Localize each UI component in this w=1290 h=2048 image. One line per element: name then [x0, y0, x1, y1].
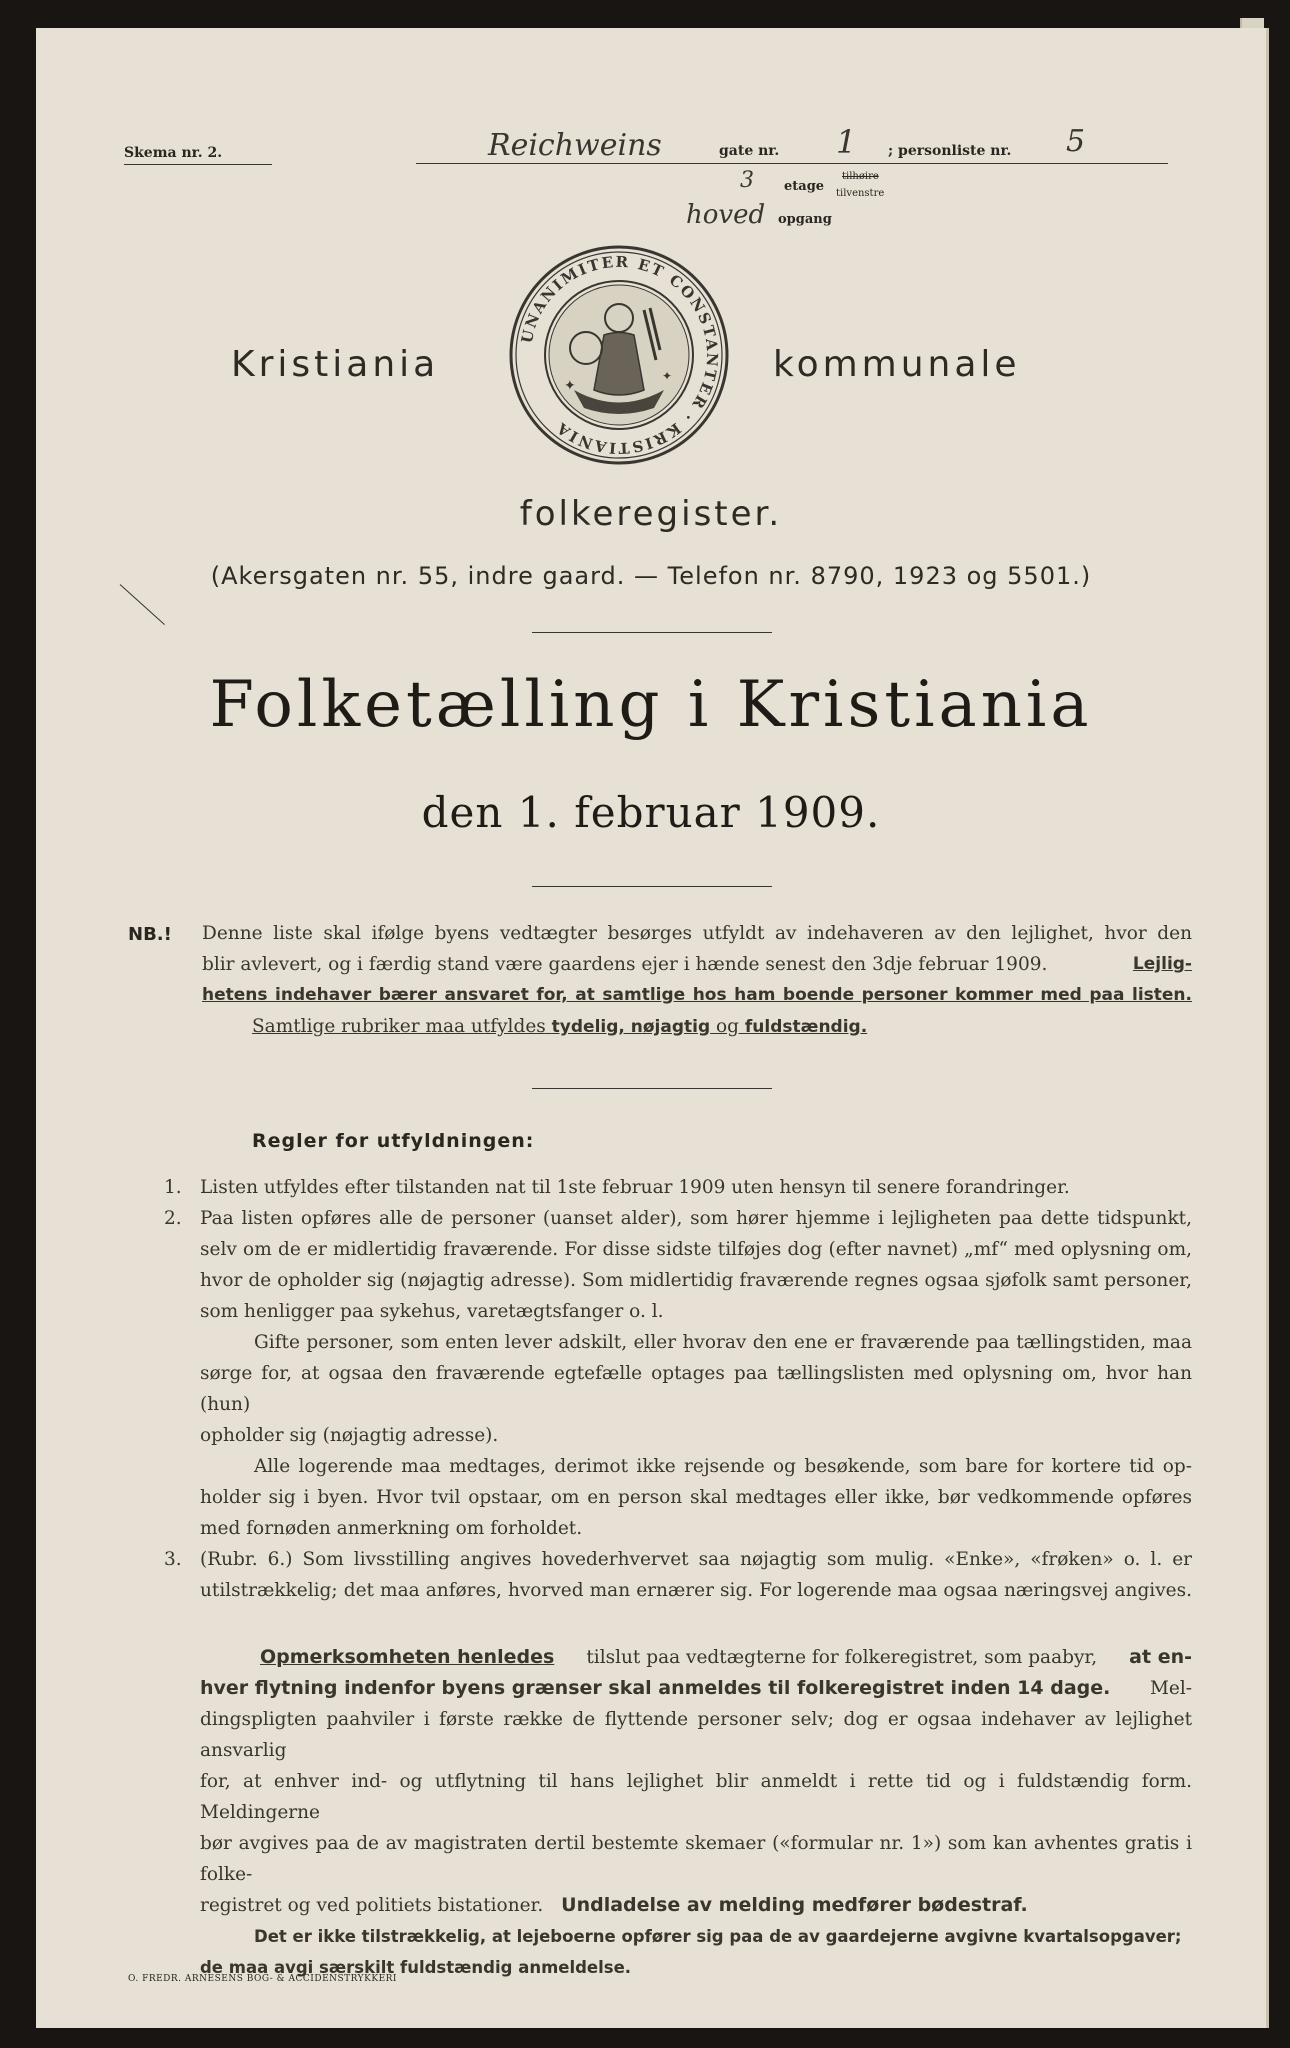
rule-2-line-10: med fornøden anmerkning om forholdet.: [200, 1518, 583, 1539]
opgang-value: hoved: [686, 200, 766, 230]
nb-line-2b: Lejlig-: [1132, 954, 1192, 974]
date-title: den 1. februar 1909.: [421, 788, 881, 837]
notice-line-6a: registret og ved politiets bistationer.: [200, 1895, 544, 1916]
notice-line-2: [200, 1673, 1192, 1704]
gate-label: gate nr.: [719, 143, 780, 159]
notice-line-2a: hver flytning indenfor byens grænser skal anmeldes til folkeregistret inden 14 dage.: [200, 1677, 1111, 1699]
notice-line-3: dingspligten paahviler i første række de flyttende personer selv; dog er ogsaa indehaver av lejlighet ansvarlig: [200, 1709, 1192, 1761]
nb-line-4b: tydelig, nøjagtig: [551, 1017, 711, 1037]
main-title: Folketælling i Kristiania: [209, 668, 1093, 742]
notice-line-1c: at en-: [1129, 1646, 1192, 1668]
notice-line-2b: Mel-: [1149, 1678, 1192, 1699]
divider-3: [532, 1088, 772, 1089]
rule-2-line-5: Gifte personer, som enten lever adskilt, eller hvorav den ene er fraværende paa tællingstiden, maa: [254, 1332, 1192, 1353]
notice-line-5: bør avgives paa de av magistraten dertil bestemte skemaer («formular nr. 1») som kan avhentes gratis i folke-: [200, 1833, 1192, 1885]
rule-2-line-1: Paa listen opføres alle de personer (uanset alder), som hører hjemme i lejligheten paa dette tidspunkt,: [200, 1208, 1192, 1229]
notice-line-4: for, at enhver ind- og utflytning til hans lejlighet blir anmeldt i rette tid og i fuldstændig form. Meldingerne: [200, 1771, 1192, 1823]
notice-line-1b: tilslut paa vedtægterne for folkeregistret, som paabyr,: [586, 1647, 1098, 1668]
rule-2-number: 2.: [164, 1208, 182, 1229]
nb-line-3: hetens indehaver bærer ansvaret for, at samtlige hos ham boende personer kommer med paa listen.: [202, 985, 1192, 1005]
rule-1-text: Listen utfyldes efter tilstanden nat til 1ste februar 1909 uten hensyn til senere forandringer.: [200, 1177, 1070, 1198]
census-form-page: [36, 28, 1269, 2028]
personliste-label: ; personliste nr.: [888, 143, 1012, 159]
rule-3-line-2: utilstrækkelig; det maa anføres, hvorved man ernærer sig. For logerende maa ogsaa næringsvej angives.: [200, 1580, 1192, 1601]
rules-heading: Regler for utfyldningen:: [252, 1130, 535, 1152]
skema-underline: [124, 164, 272, 165]
rule-3-number: 3.: [164, 1549, 182, 1570]
notice-line-1a: Opmerksomheten henledes: [260, 1646, 555, 1668]
rule-1-number: 1.: [164, 1177, 182, 1198]
nb-label: NB.!: [128, 924, 172, 945]
nb-line-4d: fuldstændig.: [744, 1017, 868, 1037]
institution-right: kommunale: [773, 344, 1021, 385]
etage-number: 3: [740, 168, 754, 193]
register-title: folkeregister.: [519, 494, 783, 534]
rule-1: [128, 1172, 1192, 1203]
header-underline: [416, 163, 1168, 164]
svg-text:✦: ✦: [662, 369, 673, 383]
notice-line-1: [200, 1642, 1192, 1673]
gate-number: 1: [836, 123, 857, 161]
rule-2: [128, 1203, 1192, 1544]
notice-line-7: Det er ikke tilstrækkelig, at lejeboerne opfører sig paa de av gaardejerne avgivne kvartalsopgaver;: [254, 1927, 1182, 1946]
etage-label: etage: [784, 179, 825, 194]
notice-line-8: de maa avgi særskilt fuldstændig anmeldelse.: [200, 1958, 632, 1977]
kristiania-city-seal: [504, 240, 734, 470]
notice-line-6b: Undladelse av melding medfører bødestraf.: [561, 1894, 1028, 1916]
side-right-struck: tilhøire: [842, 171, 879, 182]
nb-line-4c: og: [716, 1016, 740, 1037]
nb-line-1: Denne liste skal ifølge byens vedtægter besørges utfyldt av indehaveren av den lejlighet, hvor den: [202, 923, 1192, 944]
nb-line-4: [252, 1011, 1192, 1043]
rule-2-line-8: Alle logerende maa medtages, derimot ikke rejsende og besøkende, som bare for kortere tid op-: [254, 1456, 1192, 1477]
opgang-label: opgang: [778, 212, 832, 227]
svg-text:✦: ✦: [564, 378, 576, 394]
street-name: Reichweins: [488, 128, 662, 163]
notice-block: [200, 1642, 1192, 1983]
rules-list: [128, 1172, 1192, 1606]
nb-line-2a: blir avlevert, og i færdig stand være gaardens ejer i hænde senest den 3dje februar 1909.: [202, 954, 1048, 975]
register-address: (Akersgaten nr. 55, indre gaard. — Telefon nr. 8790, 1923 og 5501.): [210, 562, 1092, 590]
rule-2-line-4: som henligger paa sykehus, varetægtsfanger o. l.: [200, 1301, 664, 1322]
divider-2: [532, 886, 772, 887]
rule-2-line-3: hvor de opholder sig (nøjagtig adresse). Som midlertidig fraværende regnes ogsaa sjøfolk samt personer,: [200, 1270, 1192, 1291]
institution-left: Kristiania: [231, 344, 440, 385]
notice-line-6: [200, 1890, 1192, 1921]
printer-imprint: O. FREDR. ARNESENS BOG- & ACCIDENSTRYKKERI: [128, 1974, 397, 1984]
rule-2-line-2: selv om de er midlertidig fraværende. For disse sidste tilføjes dog (efter navnet) „mf“ med oplysning om,: [200, 1239, 1192, 1260]
nb-text: [202, 918, 1192, 1043]
pen-mark: [120, 584, 165, 625]
side-left: tilvenstre: [836, 188, 885, 199]
rule-2-line-7: opholder sig (nøjagtig adresse).: [200, 1425, 499, 1446]
nb-line-2: [202, 949, 1192, 980]
personliste-number: 5: [1066, 124, 1086, 159]
rule-2-line-9: holder sig i byen. Hvor tvil opstaar, om en person skal medtages eller ikke, bør vedkommende opføres: [200, 1487, 1192, 1508]
divider-1: [532, 632, 772, 633]
rule-2-line-6: sørge for, at ogsaa den fraværende egtefælle optages paa tællingslisten med oplysning om, hvor han (hun): [200, 1363, 1192, 1415]
rule-3: [128, 1544, 1192, 1606]
rule-3-line-1: (Rubr. 6.) Som livsstilling angives hovederhvervet saa nøjagtig som mulig. «Enke», «frøken» o. l. er: [200, 1549, 1192, 1570]
nb-line-4a: Samtlige rubriker maa utfyldes: [252, 1016, 546, 1037]
skema-label: Skema nr. 2.: [124, 145, 223, 161]
svg-text:UNANIMITER ET CONSTANTER · KRI: UNANIMITER ET CONSTANTER · KRISTIANIA: [517, 252, 722, 458]
